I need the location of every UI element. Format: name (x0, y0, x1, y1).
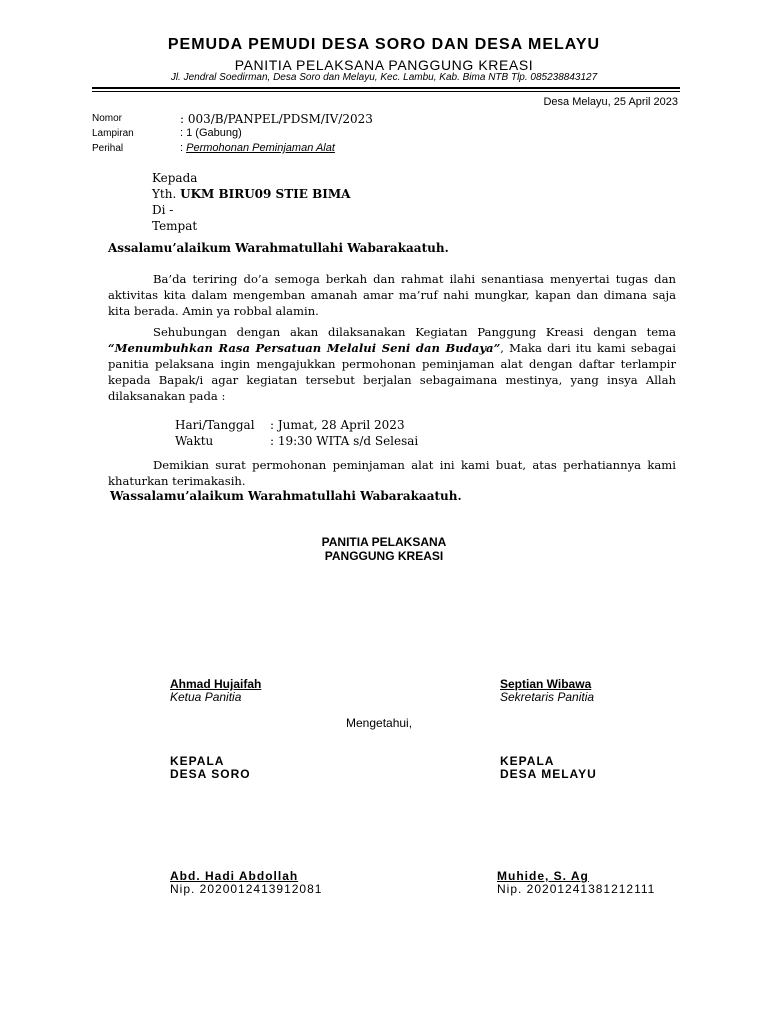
day-label: Hari/Tanggal (175, 418, 255, 432)
committee-name: PANITIA PELAKSANA PANGGUNG KREASI (234, 57, 534, 73)
head-soro-title1: KEPALA (170, 754, 225, 768)
head-melayu-nip: Nip. 20201241381212111 (497, 882, 656, 896)
recipient-to: Kepada (152, 171, 198, 185)
paragraph-request-rest: , Maka dari itu kami sebagai panitia pelaksana ingin mengajukkan permohonan peminjaman alat dengan daftar terlampir kepada Bapak/i agar kegiatan tersebut berjalan sebagaimana mestinya, yang insya Allah dilaksanakan pada : (108, 341, 677, 403)
chair-name: Ahmad Hujaifah (170, 677, 262, 691)
time-label: Waktu (175, 434, 214, 448)
letterhead-rule-thick (92, 87, 680, 89)
head-melayu-title1: KEPALA (500, 754, 555, 768)
head-soro-name: Abd. Hadi Abdollah (170, 869, 299, 883)
acknowledged-label: Mengetahui, (346, 716, 413, 730)
nomor-value: : 003/B/PANPEL/PDSM/IV/2023 (180, 112, 373, 126)
committee-sign-line2: PANGGUNG KREASI (324, 549, 444, 563)
recipient-name: UKM BIRU09 STIE BIMA (180, 187, 351, 201)
letter-date: Desa Melayu, 25 April 2023 (543, 96, 678, 108)
secretary-role: Sekretaris Panitia (500, 690, 595, 704)
recipient-line (152, 186, 350, 202)
recipient-yth: Yth. (152, 187, 177, 201)
event-theme: “Menumbuhkan Rasa Persatuan Melalui Seni dan Budaya” (108, 341, 501, 355)
recipient-place: Tempat (152, 219, 198, 233)
time-value: : 19:30 WITA s/d Selesai (270, 434, 419, 448)
greeting: Assalamu’alaikum Warahmatullahi Wabarakaatuh. (108, 241, 449, 255)
nomor-label: Nomor (92, 113, 123, 124)
chair-role: Ketua Panitia (170, 690, 242, 704)
paragraph-closing: Demikian surat permohonan peminjaman alat ini kami buat, atas perhatiannya kami khaturkan terimakasih. (108, 458, 676, 488)
paragraph-opening: Ba’da teriring do’a semoga berkah dan rahmat ilahi senantiasa menyertai tugas dan aktivitas kita dalam mengemban amanah amar ma’ruf nahi mungkar, kapan dan dimana saja kita berada. Amin ya robbal alamin. (108, 272, 676, 318)
perihal-label: Perihal (92, 143, 124, 154)
org-address: Jl. Jendral Soedirman, Desa Soro dan Melayu, Kec. Lambu, Kab. Bima NTB Tlp. 085238843127 (170, 72, 598, 83)
head-soro-title2: DESA SORO (170, 767, 251, 781)
perihal-subject: Permohonan Peminjaman Alat (186, 142, 335, 154)
closing-salutation: Wassalamu’alaikum Warahmatullahi Wabarakaatuh. (110, 489, 462, 503)
lampiran-value: : 1 (Gabung) (180, 127, 242, 139)
head-melayu-name: Muhide, S. Ag (497, 869, 589, 883)
day-value: : Jumat, 28 April 2023 (270, 418, 405, 432)
secretary-name: Septian Wibawa (500, 677, 592, 691)
committee-sign-line1: PANITIA PELAKSANA (321, 535, 447, 549)
perihal-value (180, 142, 335, 154)
letterhead-rule-thin (92, 91, 680, 92)
head-melayu-title2: DESA MELAYU (500, 767, 597, 781)
paragraph-request-intro: Sehubungan dengan akan dilaksanakan Kegiatan Panggung Kreasi dengan tema (153, 325, 676, 339)
paragraph-request (108, 324, 676, 404)
perihal-colon: : (180, 142, 184, 154)
head-soro-nip: Nip. 2020012413912081 (170, 882, 323, 896)
org-name: PEMUDA PEMUDI DESA SORO DAN DESA MELAYU (167, 36, 601, 53)
lampiran-label: Lampiran (92, 128, 134, 139)
recipient-di: Di - (152, 203, 174, 217)
